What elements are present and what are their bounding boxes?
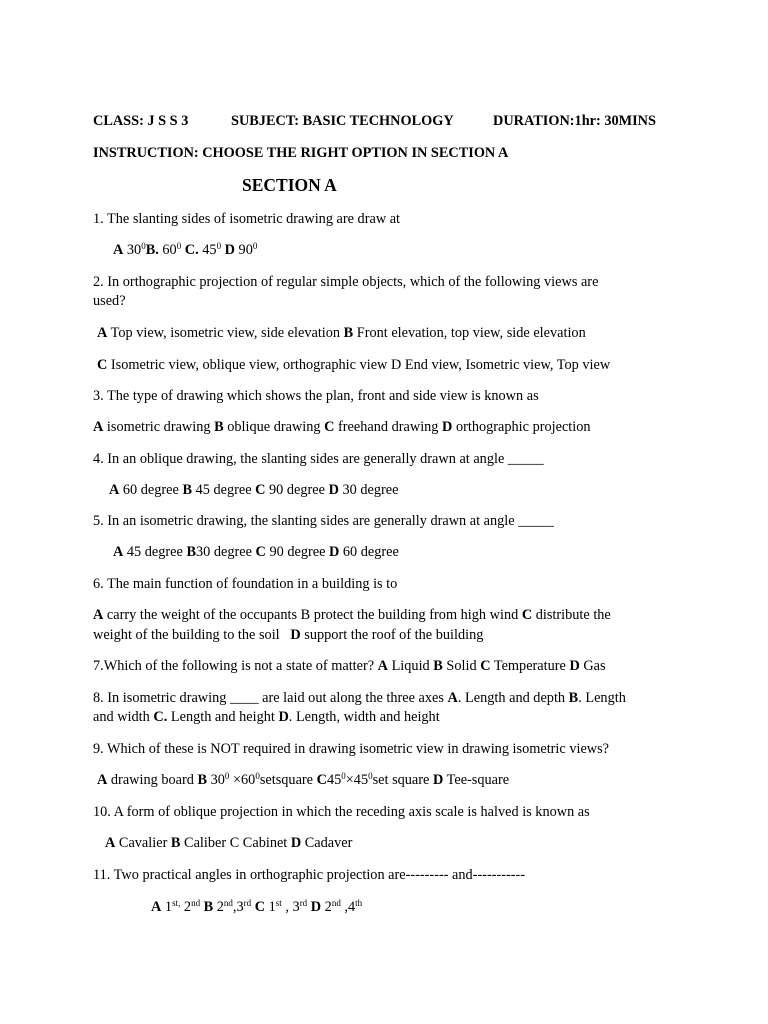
question-7: 7.Which of the following is not a state of matter? A Liquid B Solid C Temperature D Gas — [93, 658, 606, 674]
option-a: Cavalier — [118, 835, 168, 851]
question-1: 1. The slanting sides of isometric drawing are draw at — [93, 211, 401, 227]
option-b-c: Caliber C Cabinet — [184, 835, 288, 851]
option-a: $30^0$ — [126, 241, 146, 258]
option-d: . Length, width and height — [288, 709, 440, 725]
option-key: B. — [145, 242, 159, 258]
question-2-options-ab: A Top view, isometric view, side elevation B Front elevation, top view, side elevation — [97, 325, 586, 341]
question-5-options: A 45 degree B30 degree C 90 degree D 60 degree — [113, 544, 399, 560]
class-label: CLASS: J S S 3 — [93, 113, 189, 129]
question-6-options-line1: A carry the weight of the occupants B protect the building from high wind C distribute the — [93, 607, 611, 623]
option-key: C. — [184, 242, 199, 258]
option-c: Isometric view, oblique view, orthographic view D End view, Isometric view, Top view — [110, 357, 611, 373]
question-8: 8. In isometric drawing ____ are laid out along the three axes A. Length and depth B. Length — [93, 690, 626, 706]
option-c: 90 degree — [269, 544, 326, 560]
option-d: 30 degree — [342, 482, 399, 498]
duration-label: DURATION:1hr: 30MINS — [493, 113, 656, 129]
option-c: 1st , 3rd — [268, 898, 308, 915]
question-3: 3. The type of drawing which shows the plan, front and side view is known as — [93, 388, 539, 404]
section-title: SECTION A — [242, 175, 337, 195]
option-b: $60^0$ — [162, 241, 182, 258]
option-a: isometric drawing — [106, 419, 211, 435]
subject-label: SUBJECT: BASIC TECHNOLOGY — [231, 113, 454, 129]
option-c: $45^0\times 45^0set$ square — [326, 771, 430, 788]
option-b: Solid — [446, 658, 477, 674]
option-b: . Length — [578, 690, 626, 706]
question-1-options — [113, 241, 257, 260]
option-c: freehand drawing — [338, 419, 439, 435]
question-5: 5. In an isometric drawing, the slanting sides are generally drawn at angle _____ — [93, 513, 554, 529]
option-a: 45 degree — [126, 544, 183, 560]
option-b: 45 degree — [195, 482, 252, 498]
option-b: 2nd,3rd — [216, 898, 252, 915]
question-2-continued: used? — [93, 293, 126, 309]
option-d: Gas — [583, 658, 606, 674]
question-9: 9. Which of these is NOT required in drawing isometric view in drawing isometric views? — [93, 741, 610, 757]
question-11-options: A $1^{st,}$ 2nd B 2nd,3rd C 1st , 3rd D 2nd ,4th — [151, 898, 363, 915]
question-8-continued: and width C. Length and height D. Length, width and height — [93, 709, 440, 725]
option-b: 30 degree — [196, 544, 252, 560]
question-6-options-line2: weight of the building to the soil D support the roof of the building — [93, 627, 484, 643]
option-a: Top view, isometric view, side elevation — [110, 325, 341, 341]
option-d: Tee-square — [446, 772, 510, 788]
option-a: drawing board — [110, 772, 194, 788]
option-c: $45^0$ — [202, 241, 222, 258]
question-2: 2. In orthographic projection of regular simple objects, which of the following views are — [93, 274, 599, 290]
option-a: Liquid — [391, 658, 430, 674]
question-9-options: A drawing board B $30^0$ $\times 60^0setsquare$ $C45^0\times 45^0set$ square D Tee-square — [97, 771, 510, 788]
question-11: 11. Two practical angles in orthographic projection are--------- and----------- — [93, 867, 526, 883]
option-b: oblique drawing — [227, 419, 321, 435]
option-key: D — [224, 242, 235, 258]
option-d: 2nd ,4th — [324, 898, 363, 915]
option-a: 60 degree — [122, 482, 179, 498]
option-c: Length and height — [170, 709, 275, 725]
option-c: Temperature — [493, 658, 566, 674]
option-c: distribute the — [535, 607, 611, 623]
option-d: support the roof of the building — [304, 627, 484, 643]
option-c: 90 degree — [269, 482, 325, 498]
question-3-options: A isometric drawing B oblique drawing C freehand drawing D orthographic projection — [93, 419, 591, 435]
option-a: . Length and depth — [457, 690, 566, 706]
option-d: $90^0$ — [238, 241, 258, 258]
option-d: Cadaver — [304, 835, 353, 851]
question-2-options-cd: C Isometric view, oblique view, orthographic view D End view, Isometric view, Top view — [97, 357, 611, 373]
option-a-b: carry the weight of the occupants B protect the building from high wind — [106, 607, 519, 623]
option-d: orthographic projection — [455, 419, 591, 435]
question-6: 6. The main function of foundation in a building is to — [93, 576, 398, 592]
question-10-options: A Cavalier B Caliber C Cabinet D Cadaver — [105, 835, 353, 851]
instruction: INSTRUCTION: CHOOSE THE RIGHT OPTION IN SECTION A — [93, 145, 509, 161]
option-b: $30^0$ $\times 60^0setsquare$ — [210, 771, 314, 788]
option-key: A — [113, 242, 124, 258]
question-10: 10. A form of oblique projection in which the receding axis scale is halved is known as — [93, 804, 590, 820]
question-4: 4. In an oblique drawing, the slanting sides are generally drawn at angle _____ — [93, 451, 544, 467]
question-4-options: A 60 degree B 45 degree C 90 degree D 30 degree — [109, 482, 399, 498]
option-d: 60 degree — [342, 544, 399, 560]
option-b: Front elevation, top view, side elevation — [356, 325, 586, 341]
option-a: $1^{st,}$ 2nd — [164, 898, 201, 915]
